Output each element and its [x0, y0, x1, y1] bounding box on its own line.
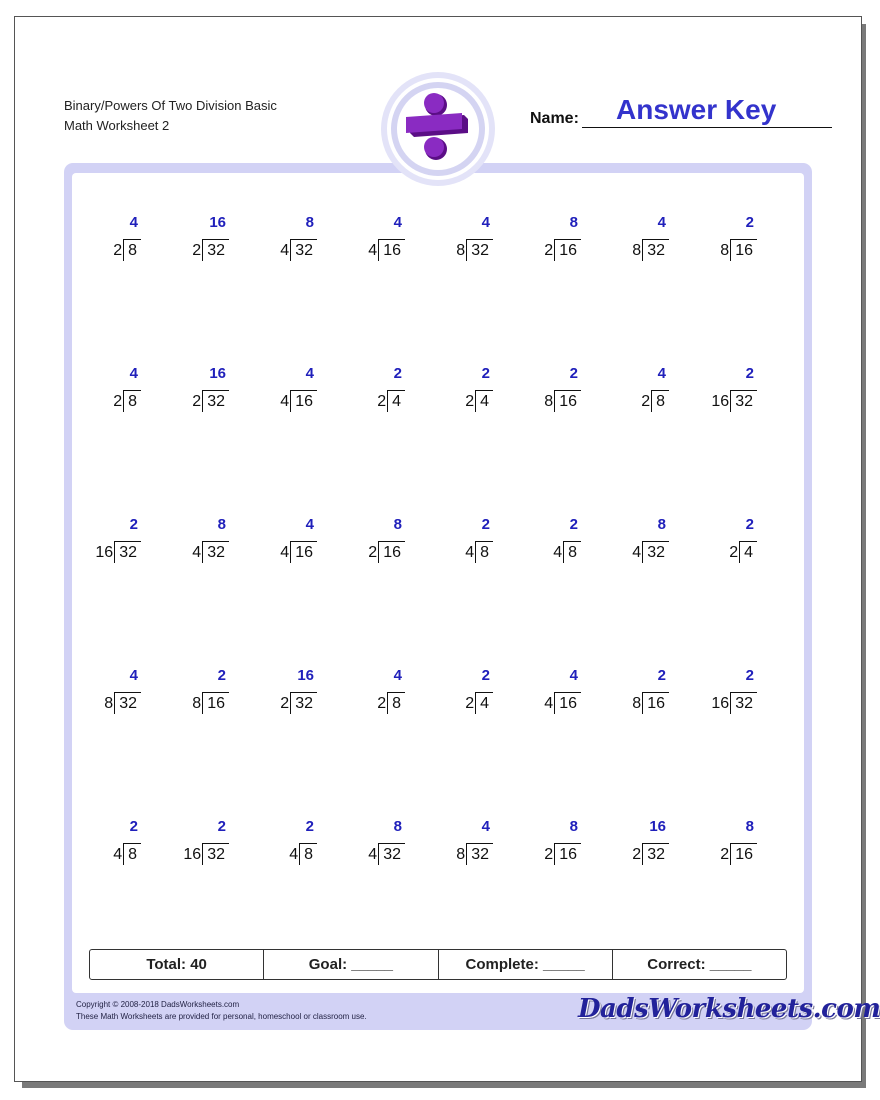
- copyright-notice: [76, 999, 367, 1023]
- divisor: 4: [192, 544, 202, 561]
- division-problem: [589, 819, 669, 865]
- quotient-answer: 4: [305, 365, 314, 382]
- division-problem: [149, 215, 229, 261]
- division-problem: [677, 517, 757, 563]
- division-problem: [501, 517, 581, 563]
- division-bracket: [720, 843, 757, 865]
- quotient-answer: 2: [481, 667, 490, 684]
- dividend: 16: [642, 692, 669, 714]
- dividend: 32: [114, 692, 141, 714]
- division-bracket: [192, 239, 229, 261]
- dividend: 16: [378, 541, 405, 563]
- quotient-answer: 4: [305, 516, 314, 533]
- division-bracket: [544, 692, 581, 714]
- divisor: 4: [280, 393, 290, 410]
- dividend: 32: [202, 390, 229, 412]
- division-bracket: [632, 239, 669, 261]
- divisor: 2: [377, 695, 387, 712]
- division-bracket: [456, 239, 493, 261]
- dividend: 32: [730, 692, 757, 714]
- division-bracket: [192, 692, 229, 714]
- divisor: 8: [632, 242, 642, 259]
- quotient-answer: 8: [745, 818, 754, 835]
- division-bracket: [113, 390, 141, 412]
- title-line-1: Binary/Powers Of Two Division Basic: [64, 98, 277, 113]
- dividend: 8: [299, 843, 317, 865]
- quotient-answer: 8: [305, 214, 314, 231]
- quotient-answer: 2: [481, 365, 490, 382]
- division-bracket: [456, 843, 493, 865]
- divisor: 4: [113, 846, 123, 863]
- dividend: 16: [554, 239, 581, 261]
- division-bracket: [192, 390, 229, 412]
- dividend: 16: [202, 692, 229, 714]
- divisor: 2: [113, 393, 123, 410]
- division-problem: [237, 668, 317, 714]
- quotient-answer: 4: [129, 667, 138, 684]
- goal-cell: Goal: _____: [263, 950, 437, 979]
- dividend: 16: [290, 390, 317, 412]
- dividend: 32: [202, 541, 229, 563]
- quotient-answer: 2: [217, 667, 226, 684]
- divisor: 4: [544, 695, 554, 712]
- division-sign-icon: [380, 71, 496, 187]
- division-bracket: [183, 843, 229, 865]
- division-bracket: [368, 541, 405, 563]
- division-problem: [501, 215, 581, 261]
- division-bracket: [368, 843, 405, 865]
- division-problem: [413, 517, 493, 563]
- divisor: 2: [192, 393, 202, 410]
- quotient-answer: 2: [745, 516, 754, 533]
- division-problem: [413, 215, 493, 261]
- dividend: 32: [466, 239, 493, 261]
- divisor: 2: [544, 242, 554, 259]
- quotient-answer: 2: [745, 214, 754, 231]
- quotient-answer: 2: [217, 818, 226, 835]
- divisor: 8: [456, 846, 466, 863]
- dividend: 16: [290, 541, 317, 563]
- quotient-answer: 8: [569, 214, 578, 231]
- division-bracket: [632, 843, 669, 865]
- divisor: 2: [729, 544, 739, 561]
- division-bracket: [553, 541, 581, 563]
- quotient-answer: 8: [393, 818, 402, 835]
- division-problem: [61, 215, 141, 261]
- quotient-answer: 4: [569, 667, 578, 684]
- division-problem: [61, 517, 141, 563]
- division-bracket: [544, 843, 581, 865]
- divisor: 4: [553, 544, 563, 561]
- quotient-answer: 4: [481, 214, 490, 231]
- dividend: 16: [730, 843, 757, 865]
- problem-grid: [72, 173, 804, 933]
- dividend: 32: [466, 843, 493, 865]
- division-problem: [413, 668, 493, 714]
- division-bracket: [465, 692, 493, 714]
- division-bracket: [632, 692, 669, 714]
- quotient-answer: 2: [569, 516, 578, 533]
- division-problem: [677, 668, 757, 714]
- division-bracket: [377, 390, 405, 412]
- copyright-line-2: These Math Worksheets are provided for personal, homeschool or classroom use.: [76, 1012, 367, 1021]
- dividend: 4: [739, 541, 757, 563]
- name-field: [530, 92, 832, 128]
- quotient-answer: 2: [129, 818, 138, 835]
- division-bracket: [729, 541, 757, 563]
- division-problem: [61, 819, 141, 865]
- divisor: 4: [289, 846, 299, 863]
- division-problem: [677, 215, 757, 261]
- divisor: 2: [465, 695, 475, 712]
- division-bracket: [280, 239, 317, 261]
- dividend: 32: [290, 692, 317, 714]
- quotient-answer: 2: [745, 365, 754, 382]
- divisor: 4: [368, 242, 378, 259]
- quotient-answer: 2: [569, 365, 578, 382]
- dividend: 4: [475, 390, 493, 412]
- division-bracket: [544, 239, 581, 261]
- division-problem: [149, 517, 229, 563]
- divisor: 8: [544, 393, 554, 410]
- dividend: 16: [378, 239, 405, 261]
- division-problem: [501, 366, 581, 412]
- division-bracket: [104, 692, 141, 714]
- division-bracket: [465, 390, 493, 412]
- division-bracket: [95, 541, 141, 563]
- division-problem: [325, 215, 405, 261]
- quotient-answer: 2: [305, 818, 314, 835]
- division-bracket: [289, 843, 317, 865]
- division-problem: [501, 668, 581, 714]
- dividend: 16: [554, 390, 581, 412]
- divisor: 16: [95, 544, 114, 561]
- worksheet-title: [64, 96, 324, 136]
- quotient-answer: 4: [657, 214, 666, 231]
- dividend: 16: [554, 843, 581, 865]
- division-bracket: [720, 239, 757, 261]
- dividend: 32: [642, 843, 669, 865]
- correct-cell: Correct: _____: [612, 950, 786, 979]
- division-bracket: [280, 541, 317, 563]
- divisor: 8: [720, 242, 730, 259]
- name-underline: [582, 127, 832, 128]
- division-problem: [589, 517, 669, 563]
- dividend: 32: [378, 843, 405, 865]
- dividend: 32: [202, 843, 229, 865]
- divisor: 8: [192, 695, 202, 712]
- division-problem: [237, 366, 317, 412]
- divisor: 4: [280, 242, 290, 259]
- division-bracket: [280, 692, 317, 714]
- division-problem: [589, 366, 669, 412]
- quotient-answer: 8: [217, 516, 226, 533]
- name-label: Name:: [530, 110, 579, 127]
- division-problem: [589, 215, 669, 261]
- quotient-answer: 16: [297, 667, 314, 684]
- divisor: 2: [280, 695, 290, 712]
- division-problem: [501, 819, 581, 865]
- dividend: 8: [123, 390, 141, 412]
- quotient-answer: 4: [657, 365, 666, 382]
- dividend: 8: [387, 692, 405, 714]
- division-bracket: [192, 541, 229, 563]
- dividend: 8: [123, 843, 141, 865]
- dividend: 32: [202, 239, 229, 261]
- division-problem: [237, 819, 317, 865]
- division-bracket: [280, 390, 317, 412]
- dividend: 16: [730, 239, 757, 261]
- dividend: 4: [387, 390, 405, 412]
- dividend: 32: [114, 541, 141, 563]
- division-problem: [325, 517, 405, 563]
- divisor: 16: [711, 695, 730, 712]
- divisor: 4: [465, 544, 475, 561]
- division-problem: [325, 668, 405, 714]
- quotient-answer: 4: [393, 214, 402, 231]
- division-problem: [237, 215, 317, 261]
- divisor: 2: [377, 393, 387, 410]
- division-bracket: [632, 541, 669, 563]
- division-problem: [149, 366, 229, 412]
- dividend: 32: [642, 239, 669, 261]
- divisor: 16: [183, 846, 202, 863]
- quotient-answer: 2: [745, 667, 754, 684]
- score-bar: [89, 949, 787, 980]
- division-bracket: [641, 390, 669, 412]
- quotient-answer: 8: [657, 516, 666, 533]
- division-bracket: [113, 239, 141, 261]
- quotient-answer: 16: [649, 818, 666, 835]
- divisor: 8: [632, 695, 642, 712]
- quotient-answer: 2: [129, 516, 138, 533]
- division-problem: [237, 517, 317, 563]
- divisor: 2: [720, 846, 730, 863]
- divisor: 4: [368, 846, 378, 863]
- dividend: 32: [642, 541, 669, 563]
- dividend: 32: [730, 390, 757, 412]
- quotient-answer: 4: [481, 818, 490, 835]
- divisor: 2: [544, 846, 554, 863]
- division-problem: [413, 366, 493, 412]
- dividend: 8: [475, 541, 493, 563]
- total-cell: Total: 40: [146, 956, 207, 973]
- quotient-answer: 2: [657, 667, 666, 684]
- division-problem: [413, 819, 493, 865]
- answer-key-text: Answer Key: [616, 94, 777, 125]
- title-line-2: Math Worksheet 2: [64, 118, 170, 133]
- division-bracket: [711, 390, 757, 412]
- division-bracket: [113, 843, 141, 865]
- dividend: 4: [475, 692, 493, 714]
- dividend: 16: [554, 692, 581, 714]
- quotient-answer: 2: [481, 516, 490, 533]
- divisor: 2: [368, 544, 378, 561]
- divisor: 2: [632, 846, 642, 863]
- quotient-answer: 2: [393, 365, 402, 382]
- division-problem: [61, 668, 141, 714]
- divisor: 4: [632, 544, 642, 561]
- division-problem: [677, 366, 757, 412]
- dividend: 8: [563, 541, 581, 563]
- dividend: 32: [290, 239, 317, 261]
- divisor: 8: [104, 695, 114, 712]
- division-problem: [589, 668, 669, 714]
- division-bracket: [465, 541, 493, 563]
- brand-logo: DadsWorksheets.com: [578, 994, 880, 1024]
- quotient-answer: 8: [569, 818, 578, 835]
- division-problem: [677, 819, 757, 865]
- divisor: 4: [280, 544, 290, 561]
- division-bracket: [377, 692, 405, 714]
- division-bracket: [544, 390, 581, 412]
- quotient-answer: 16: [209, 365, 226, 382]
- divisor: 16: [711, 393, 730, 410]
- quotient-answer: 8: [393, 516, 402, 533]
- division-problem: [325, 366, 405, 412]
- divisor: 2: [465, 393, 475, 410]
- divisor: 2: [641, 393, 651, 410]
- dividend: 8: [651, 390, 669, 412]
- divisor: 8: [456, 242, 466, 259]
- quotient-answer: 16: [209, 214, 226, 231]
- copyright-line-1: Copyright © 2008-2018 DadsWorksheets.com: [76, 1000, 240, 1009]
- division-problem: [149, 668, 229, 714]
- division-problem: [325, 819, 405, 865]
- divisor: 2: [192, 242, 202, 259]
- division-bracket: [368, 239, 405, 261]
- divisor: 2: [113, 242, 123, 259]
- quotient-answer: 4: [393, 667, 402, 684]
- quotient-answer: 4: [129, 214, 138, 231]
- division-bracket: [711, 692, 757, 714]
- complete-cell: Complete: _____: [438, 950, 612, 979]
- dividend: 8: [123, 239, 141, 261]
- division-problem: [61, 366, 141, 412]
- quotient-answer: 4: [129, 365, 138, 382]
- division-problem: [149, 819, 229, 865]
